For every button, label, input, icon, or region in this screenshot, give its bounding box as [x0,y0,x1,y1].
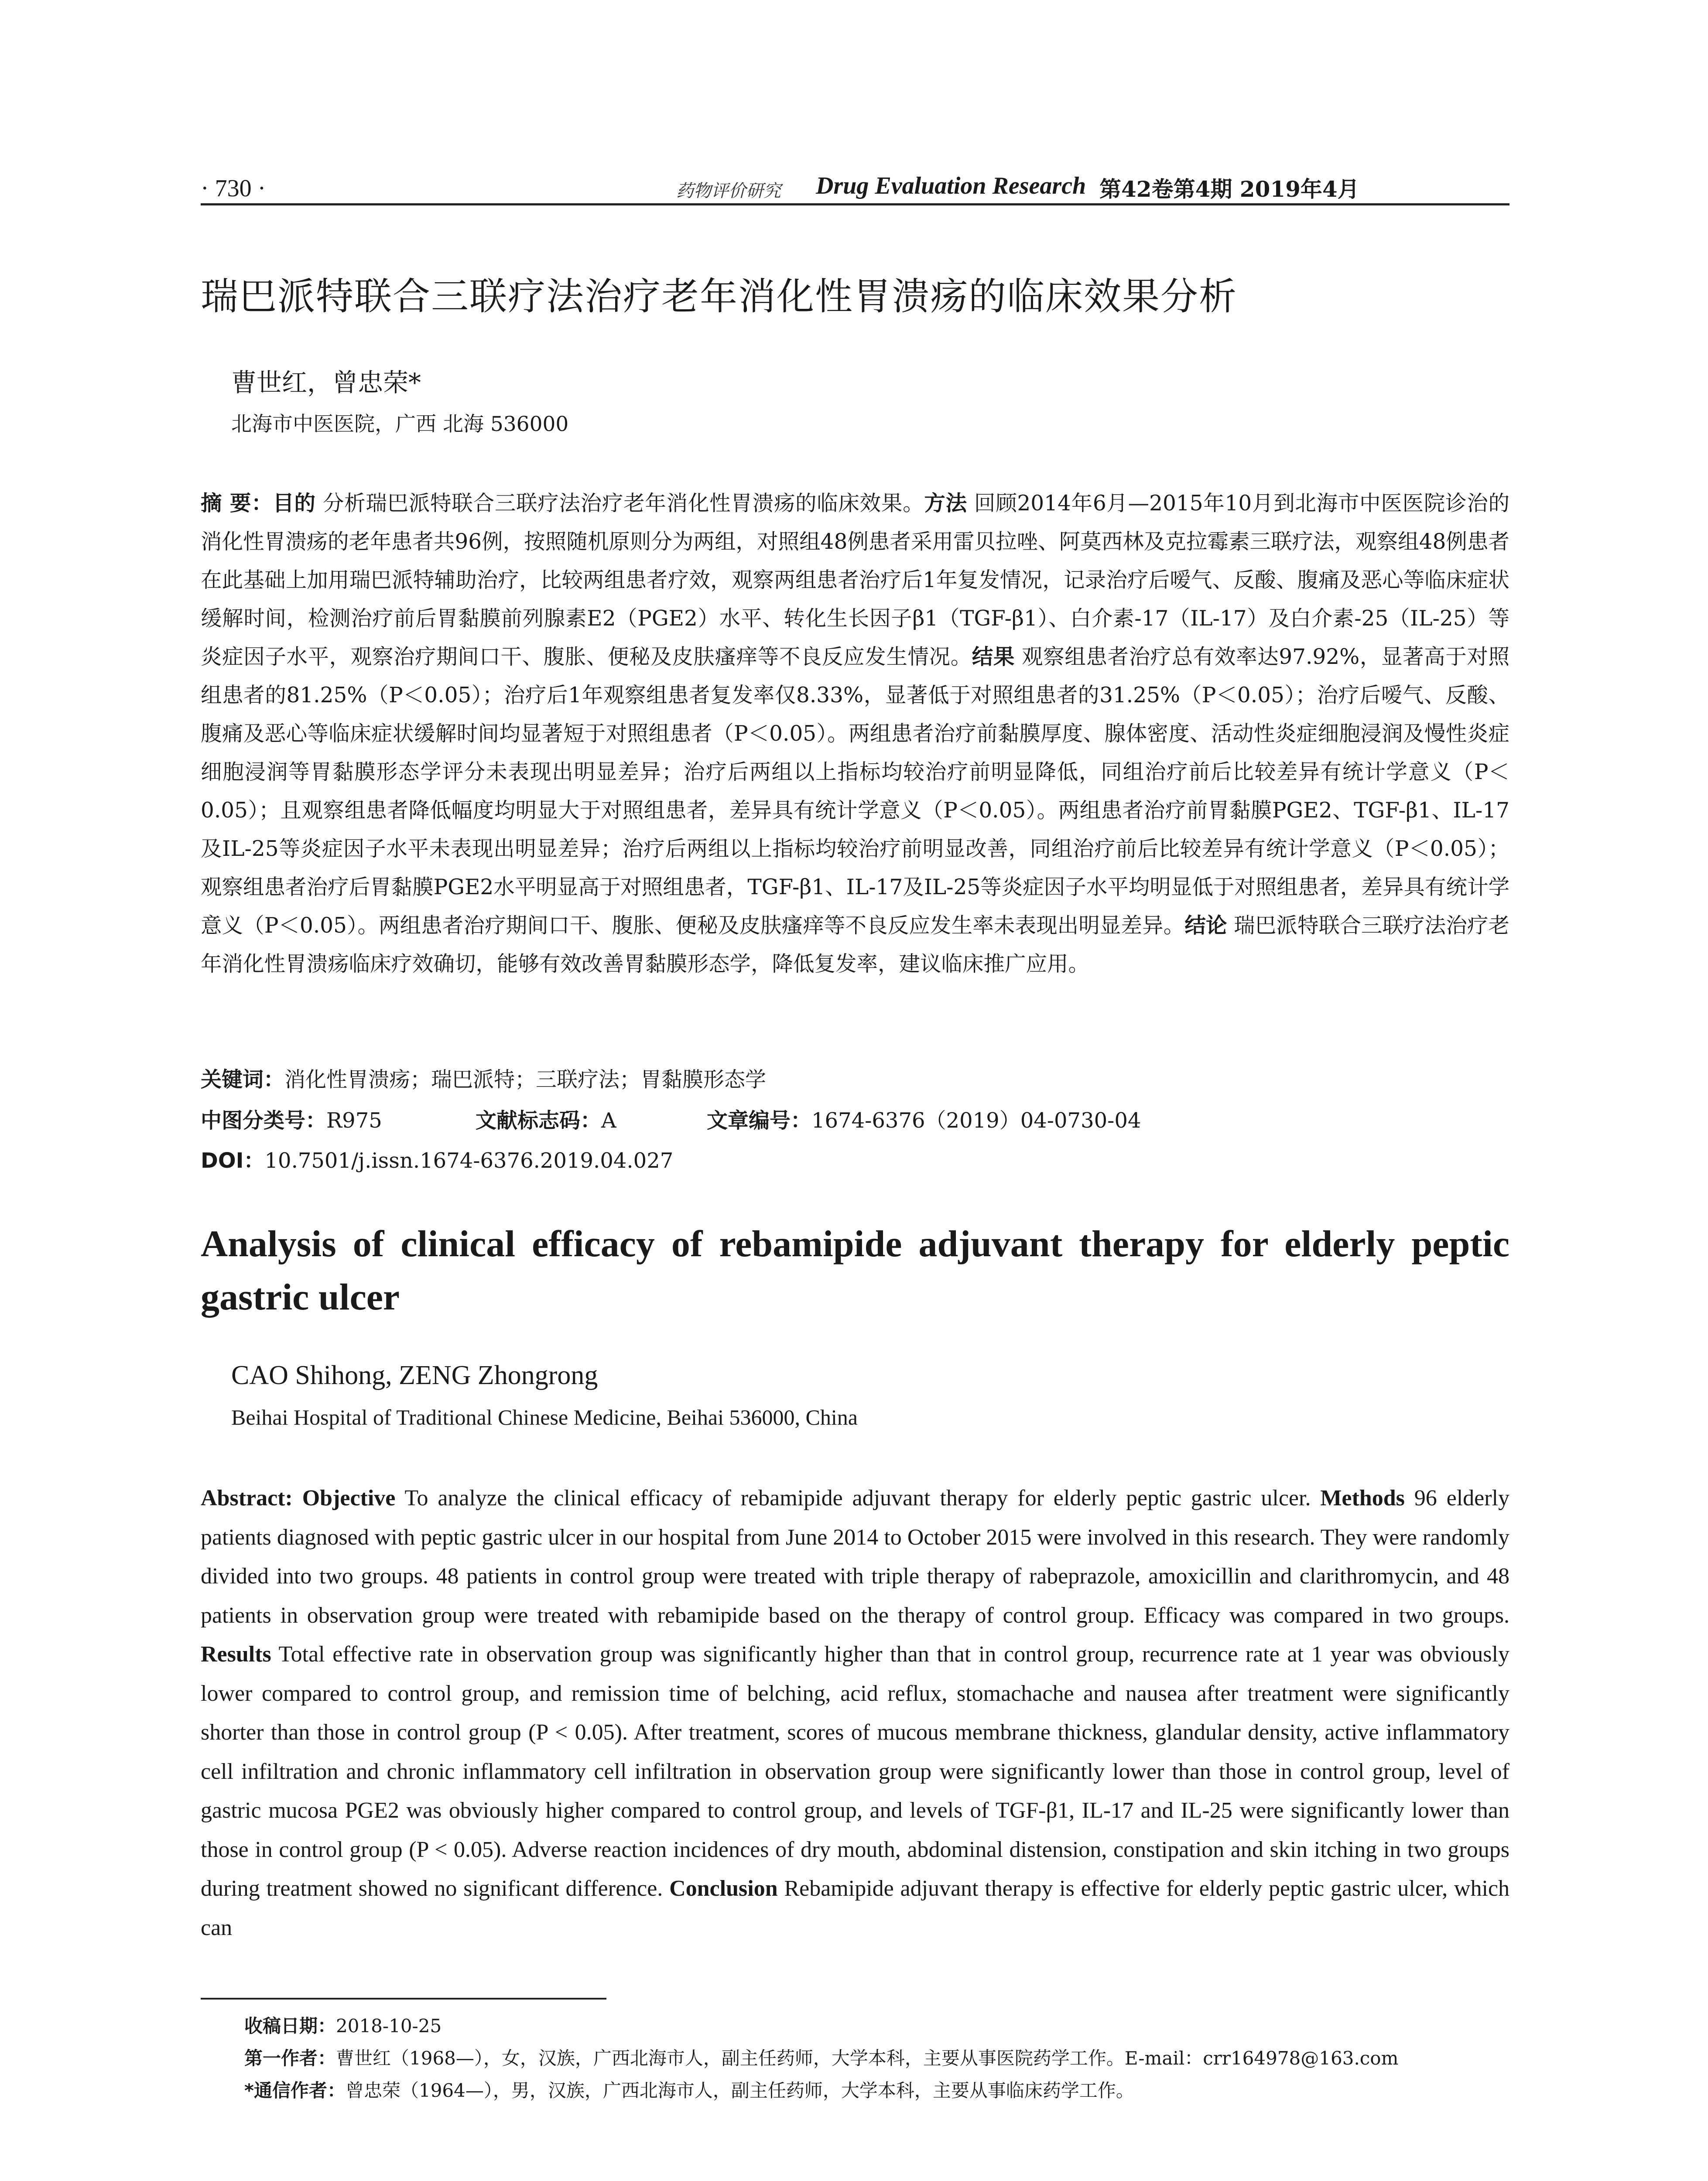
journal-logo: 药物评价研究 [676,181,781,201]
cn-affiliation: 北海市中医医院，广西 北海 536000 [231,412,569,436]
en-results-label: Results [201,1642,271,1667]
page-number: · 730 · [201,175,266,202]
clc-label: 中图分类号： [201,1108,327,1133]
doc-code-item [476,1104,616,1134]
en-abstract-label: Abstract: [201,1486,293,1511]
article-no-label: 文章编号： [707,1108,812,1133]
footnote-rule [201,1998,606,2000]
doi-label: DOI： [201,1149,265,1173]
cn-keywords [201,1063,1509,1093]
cn-objective-label: 目的 [273,491,316,516]
cn-results-label: 结果 [972,645,1015,669]
cn-results-text: 观察组患者治疗总有效率达97.92%，显著高于对照组患者的81.25%（P＜0.05）；治疗后1年观察组患者复发率仅8.33%，显著低于对照组患者的31.25%（P＜0.05）；治疗后嗳气、反酸、腹痛及恶心等临床症状缓解时间均显著短于对照组患者（P＜0.05）。两组患者治疗前黏膜厚度、腺体密度、活动性炎症细胞浸润及慢性炎症细胞浸润等胃黏膜形态学评分未表现出明显差异；治疗后两组以上指标均较治疗前明显降低，同组治疗前后比较差异有统计学意义（P＜0.05）；且观察组患者降低幅度均明显大于对照组患者，差异具有统计学意义（P＜0.05）。两组患者治疗前胃黏膜PGE2、TGF-β1、IL-17及IL-25等炎症因子水平未表现出明显差异；治疗后两组以上指标均较治疗前明显改善，同组治疗前后比较差异有统计学意义（P＜0.05）；观察组患者治疗后胃黏膜PGE2水平明显高于对照组患者，TGF-β1、IL-17及IL-25等炎症因子水平均明显低于对照组患者，差异具有统计学意义（P＜0.05）。两组患者治疗期间口干、腹胀、便秘及皮肤瘙痒等不良反应发生率未表现出明显差异。 [201,645,1509,938]
journal-name: Drug Evaluation Research [816,172,1086,199]
en-objective-text: To analyze the clinical efficacy of rebamipide adjuvant therapy for elderly peptic gastric ulcer. [395,1486,1311,1511]
footnote-received [244,2012,1509,2038]
en-affiliation: Beihai Hospital of Traditional Chinese Medicine, Beihai 536000, China [231,1405,858,1429]
cn-abstract [201,484,1509,983]
doi-value: 10.7501/j.issn.1674-6376.2019.04.027 [264,1149,674,1173]
volume-issue: 第42卷第4期 2019年4月 [1099,176,1359,202]
cn-methods-text: 回顾2014年6月—2015年10月到北海市中医医院诊治的消化性胃溃疡的老年患者共96例，按照随机原则分为两组，对照组48例患者采用雷贝拉唑、阿莫西林及克拉霉素三联疗法，观察组48例患者在此基础上加用瑞巴派特辅助治疗，比较两组患者疗效，观察两组患者治疗后1年复发情况，记录治疗后嗳气、反酸、腹痛及恶心等临床症状缓解时间，检测治疗前后胃黏膜前列腺素E2（PGE2）水平、转化生长因子β1（TGF-β1）、白介素-17（IL-17）及白介素-25（IL-25）等炎症因子水平，观察治疗期间口干、腹胀、便秘及皮肤瘙痒等不良反应发生情况。 [201,491,1509,669]
cn-authors: 曹世红，曾忠荣* [231,368,421,397]
corr-author-label: *通信作者： [244,2080,346,2101]
cn-abstract-label: 摘 要： [201,491,273,516]
en-objective-label: Objective [302,1486,396,1511]
first-author-label: 第一作者： [244,2048,336,2069]
corr-author-text: 曾忠荣（1964—），男，汉族，广西北海市人，副主任药师，大学本科，主要从事临床药学工作。 [345,2080,1134,2101]
en-methods-label: Methods [1320,1486,1405,1511]
cn-methods-label: 方法 [924,491,967,516]
footnote-first-author [244,2044,1509,2070]
en-abstract [201,1479,1509,1947]
doi [201,1144,673,1174]
doc-code-label: 文献标志码： [476,1108,602,1133]
en-conclusion-text: Rebamipide adjuvant therapy is effective for elderly peptic gastric ulcer, which can [201,1876,1509,1940]
clc-value: R975 [326,1108,382,1133]
en-authors: CAO Shihong, ZENG Zhongrong [231,1361,598,1390]
received-date: 2018-10-25 [336,2015,442,2037]
cn-conclusion-text: 瑞巴派特联合三联疗法治疗老年消化性胃溃疡临床疗效确切，能够有效改善胃黏膜形态学，降低复发率，建议临床推广应用。 [201,913,1510,976]
cn-classification [201,1104,1509,1134]
cn-keywords-text: 消化性胃溃疡；瑞巴派特；三联疗法；胃黏膜形态学 [284,1067,767,1092]
first-author-text: 曹世红（1968—），女，汉族，广西北海市人，副主任药师，大学本科，主要从事医院药学工作。E-mail：crr164978@163.com [336,2048,1399,2069]
running-header [201,171,1509,202]
en-results-text: Total effective rate in observation group was significantly higher than that in control group, recurrence rate at 1 year was obviously lower compared to control group, and remission time of belching, acid reflux, stomachache and nausea after treatment were significantly shorter than those in control group (P < 0.05). After treatment, scores of mucous membrane thickness, glandular density, active inflammatory cell infiltration and chronic inflammatory cell infiltration in observation group were significantly lower than those in control group, level of gastric mucosa PGE2 was obviously higher compared to control group, and levels of TGF-β1, IL-17 and IL-25 were significantly lower than those in control group (P < 0.05). Adverse reaction incidences of dry mouth, abdominal distension, constipation and skin itching in two groups during treatment showed no significant difference. [201,1642,1509,1901]
en-conclusion-label: Conclusion [669,1876,778,1901]
cn-title: 瑞巴派特联合三联疗法治疗老年消化性胃溃疡的临床效果分析 [201,275,1237,318]
header-rule [201,203,1509,205]
article-no-value: 1674-6376（2019）04-0730-04 [811,1108,1141,1133]
cn-objective-text: 分析瑞巴派特联合三联疗法治疗老年消化性胃溃疡的临床效果。 [315,491,924,516]
en-methods-text: 96 elderly patients diagnosed with peptic gastric ulcer in our hospital from June 2014 to October 2015 were involved in this research. They were randomly divided into two groups. 48 patients in control group were treated with triple therapy of rabeprazole, amoxicillin and clarithromycin, and 48 patients in observation group were treated with rebamipide based on the therapy of control group. Efficacy was compared in two groups. [201,1486,1509,1628]
received-label: 收稿日期： [244,2015,336,2037]
article-no-item [707,1104,1141,1134]
en-title: Analysis of clinical efficacy of rebamipide adjuvant therapy for elderly peptic gastric ulcer [201,1223,1509,1318]
clc-item [201,1104,382,1134]
cn-conclusion-label: 结论 [1184,913,1227,938]
doc-code-value: A [601,1108,616,1133]
footnote-corresponding-author [244,2076,1509,2102]
cn-keywords-label: 关键词： [201,1067,285,1092]
